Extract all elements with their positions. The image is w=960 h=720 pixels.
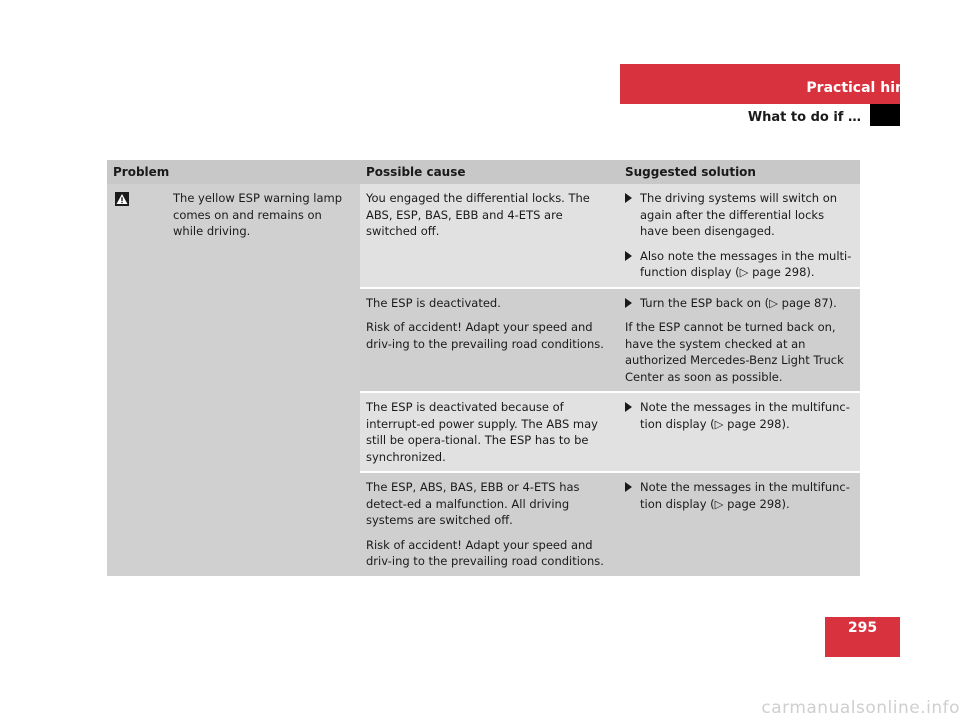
header-cause: Possible cause (360, 160, 619, 184)
warning-triangle-icon (115, 192, 129, 206)
header-solution: Suggested solution (619, 160, 860, 184)
cause-text: The ESP is deactivated because of interrupt-ed power supply. The ABS may still be opera-tional. The ESP has to be synchronized. (366, 400, 598, 464)
problem-table (107, 160, 860, 576)
cause-cell (360, 184, 619, 288)
solution-bullet-text: Turn the ESP back on (▷ page 87). (640, 295, 837, 310)
header-problem: Problem (107, 160, 360, 184)
cause-text: You engaged the differential locks. The ABS, ESP, BAS, EBB and 4-ETS are switched off. (366, 191, 590, 238)
solution-bullet (625, 399, 854, 432)
problem-cell (107, 184, 360, 576)
solution-bullet (625, 248, 854, 281)
cause-text: The ESP, ABS, BAS, EBB or 4-ETS has detect-ed a malfunction. All driving systems are switched off. (366, 480, 580, 527)
solution-bullet-text: Also note the messages in the multi-function display (▷ page 298). (640, 248, 852, 279)
page-number: 295 (825, 617, 900, 657)
solution-bullet (625, 479, 854, 512)
solution-cell (619, 472, 860, 576)
solution-cell (619, 288, 860, 393)
solution-bullet-text: Note the messages in the multifunc-tion display (▷ page 298). (640, 480, 850, 511)
section-title: Practical hints (806, 80, 920, 96)
cause-text: The ESP is deactivated. (366, 295, 501, 310)
bullet-triangle-icon (625, 402, 632, 412)
solution-cell (619, 392, 860, 472)
cause-cell (360, 392, 619, 472)
header-marker (870, 104, 900, 126)
subsection-title: What to do if … (747, 110, 861, 125)
bullet-triangle-icon (625, 482, 632, 492)
watermark: carmanualsonline.info (761, 698, 960, 718)
solution-text: If the ESP cannot be turned back on, have the system checked at an authorized Mercedes-Benz Light Truck Center as soon as possible. (625, 320, 844, 384)
solution-bullet (625, 295, 854, 312)
table-row (107, 184, 860, 288)
solution-bullet-text: The driving systems will switch on again after the differential locks have been disengaged. (640, 191, 838, 238)
solution-cell (619, 184, 860, 288)
table-header-row (107, 160, 860, 184)
bullet-triangle-icon (625, 193, 632, 203)
solution-bullet (625, 190, 854, 240)
cause-cell (360, 288, 619, 393)
solution-bullet-text: Note the messages in the multifunc-tion display (▷ page 298). (640, 400, 850, 431)
bullet-triangle-icon (625, 251, 632, 261)
bullet-triangle-icon (625, 298, 632, 308)
cause-warning-text: Risk of accident! Adapt your speed and driv-ing to the prevailing road conditions. (366, 537, 604, 568)
problem-text: The yellow ESP warning lamp comes on and remains on while driving. (173, 191, 343, 238)
cause-cell (360, 472, 619, 576)
cause-warning-text: Risk of accident! Adapt your speed and driv-ing to the prevailing road conditions. (366, 320, 604, 351)
